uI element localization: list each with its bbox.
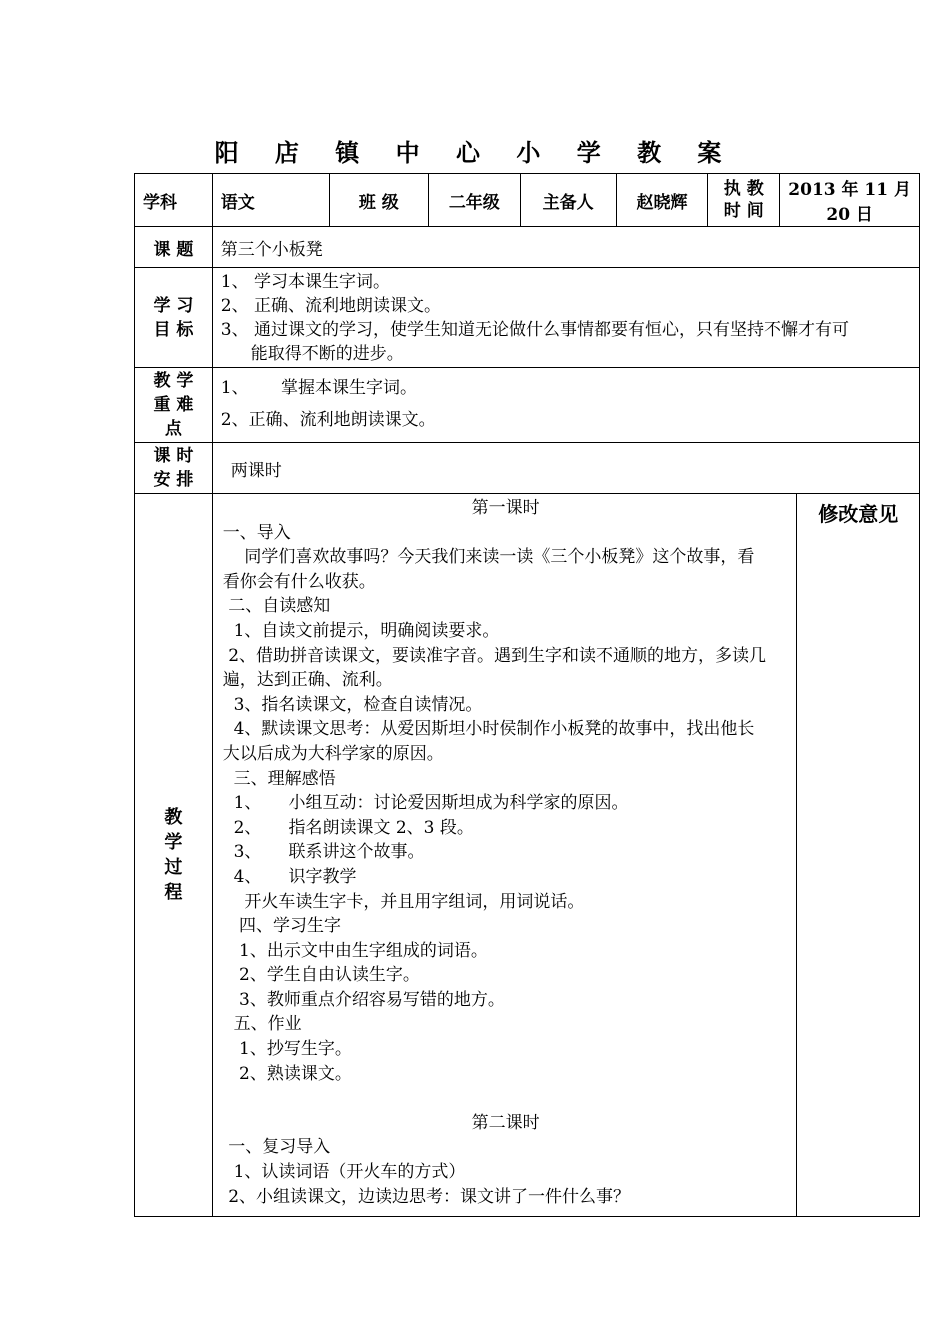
- process-row: [135, 494, 920, 1217]
- revision-notes-column: [797, 494, 920, 1217]
- process-line: 1、认读词语（开火车的方式）: [222, 1162, 466, 1183]
- preparer-label: 主备人: [520, 174, 616, 227]
- process-line: 4、默读课文思考：从爱因斯坦小时侯制作小板凳的故事中，找出他长: [222, 719, 755, 740]
- class-label: 班 级: [329, 174, 429, 227]
- goals-label-line1: 学 习: [153, 295, 194, 316]
- revision-label: 修改意见: [818, 502, 899, 526]
- process-line: 一、导入: [222, 522, 291, 543]
- process-line: 2、小组读课文，边读边思考：课文讲了一件什么事？: [222, 1186, 631, 1207]
- goal-item: 1、 学习本课生字词。: [220, 271, 391, 292]
- keypoint-item: 1、 掌握本课生字词。: [220, 378, 418, 398]
- process-line: 开火车读生字卡，并且用字组词，用词说话。: [222, 891, 585, 912]
- goals-label: [135, 268, 213, 368]
- keypoints-label: [135, 368, 213, 443]
- goals-content: [212, 268, 919, 368]
- process-label-char: 过: [164, 857, 183, 878]
- process-label-char: 程: [164, 882, 183, 903]
- topic-row: [135, 227, 920, 268]
- lesson-plan-table: [134, 173, 920, 1217]
- process-line: 遍，达到正确、流利。: [222, 670, 393, 691]
- process-label-char: 学: [164, 832, 183, 853]
- process-line: 1、抄写生字。: [222, 1039, 352, 1060]
- process-line: 看你会有什么收获。: [222, 571, 376, 592]
- process-line: 1、自读文前提示，明确阅读要求。: [222, 620, 500, 641]
- process-line: 一、复习导入: [222, 1137, 331, 1158]
- page-title: 阳 店 镇 中 心 小 学 教 案: [214, 138, 736, 167]
- process-label: [135, 494, 213, 1217]
- schedule-label-line1: 课 时: [153, 446, 194, 466]
- process-line: 二、自读感知: [222, 596, 331, 617]
- process-line: 大以后成为大科学家的原因。: [222, 743, 444, 764]
- teaching-date: 2013 年 11 月 20 日: [780, 174, 920, 227]
- keypoints-content: [212, 368, 919, 443]
- goal-item: 3、 通过课文的学习，使学生知道无论做什么事情都要有恒心，只有坚持不懈才有可: [220, 319, 850, 340]
- schedule-label: [135, 443, 213, 494]
- schedule-row: [135, 443, 920, 494]
- topic-label: 课 题: [135, 227, 213, 268]
- keypoints-label-line2: 重 难: [153, 395, 194, 415]
- teaching-time-label-line2: 时 间: [723, 201, 764, 221]
- process-line: 2、 指名朗读课文 2、3 段。: [222, 817, 474, 838]
- teaching-time-label: [708, 174, 780, 227]
- subject-label: 学科: [135, 174, 213, 227]
- schedule-label-line2: 安 排: [153, 470, 194, 490]
- lesson-heading: 第一课时: [471, 498, 540, 518]
- goals-label-line2: 目 标: [153, 319, 194, 340]
- process-line: 1、 小组互动：讨论爱因斯坦成为科学家的原因。: [222, 793, 629, 814]
- goal-item: 2、 正确、流利地朗读课文。: [220, 295, 442, 316]
- topic-value: 第三个小板凳: [212, 227, 919, 268]
- process-line: 3、教师重点介绍容易写错的地方。: [222, 989, 505, 1010]
- blank-line: [223, 1086, 789, 1111]
- process-line: 4、 识字教学: [222, 866, 357, 887]
- process-line: 2、借助拼音读课文，要读准字音。遇到生字和读不通顺的地方，多读几: [222, 645, 767, 666]
- schedule-value: 两课时: [212, 443, 919, 494]
- preparer-value: 赵晓辉: [616, 174, 708, 227]
- process-line: 同学们喜欢故事吗？今天我们来读一读《三个小板凳》这个故事，看: [222, 547, 755, 568]
- process-line: 3、指名读课文，检查自读情况。: [222, 694, 483, 715]
- goals-row: [135, 268, 920, 368]
- process-line: 3、 联系讲这个故事。: [222, 842, 425, 863]
- keypoints-label-line1: 教 学: [153, 371, 194, 391]
- process-line: 1、出示文中由生字组成的词语。: [222, 940, 488, 961]
- class-value: 二年级: [429, 174, 521, 227]
- process-line: 三、理解感悟: [222, 768, 336, 789]
- process-line: 2、学生自由认读生字。: [222, 965, 420, 986]
- subject-value: 语文: [212, 174, 329, 227]
- process-content: [212, 494, 797, 1217]
- process-line: 四、学习生字: [222, 916, 342, 937]
- goal-item-continued: 能取得不断的进步。: [250, 343, 404, 364]
- process-line: 五、作业: [222, 1014, 302, 1035]
- teaching-time-label-line1: 执 教: [723, 179, 764, 199]
- keypoints-row: [135, 368, 920, 443]
- lesson-heading: 第二课时: [471, 1112, 540, 1133]
- process-line: 2、熟读课文。: [222, 1063, 352, 1084]
- keypoints-label-line3: 点: [164, 419, 182, 439]
- keypoint-item: 2、正确、流利地朗读课文。: [220, 410, 436, 430]
- header-row: [135, 174, 920, 227]
- process-label-char: 教: [164, 807, 183, 828]
